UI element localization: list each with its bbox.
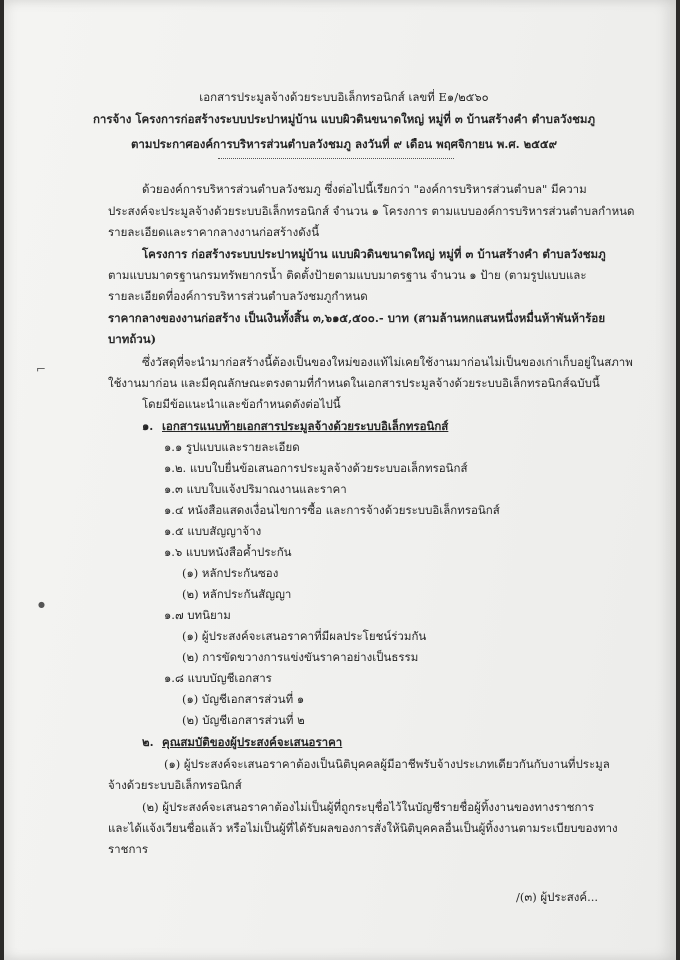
list-item: ๑.๔ หนังสือแสดงเงื่อนไขการซื้อ และการจ้างด้วยระบบอิเล็กทรอนิกส์ — [164, 503, 500, 517]
project-line-3: รายละเอียดที่องค์การบริหารส่วนตำบลวังชมภูกำหนด — [108, 289, 368, 303]
list-item: (๑) หลักประกันซอง — [182, 566, 279, 580]
list-item: ๑.๘ แบบบัญชีเอกสาร — [164, 671, 272, 685]
document-announcement: ตามประกาศองค์การบริหารส่วนตำบลวังชมภู ลงวันที่ ๙ เดือน พฤศจิกายน พ.ศ. ๒๕๕๙ — [130, 137, 558, 151]
section-2-p1-line-2: จ้างด้วยระบบอิเล็กทรอนิกส์ — [108, 778, 242, 792]
list-item: ๑.๖ แบบหนังสือค้ำประกัน — [164, 545, 292, 559]
section-1-number: ๑. — [142, 419, 154, 433]
materials-line-2: ใช้งานมาก่อน และมีคุณลักษณะตรงตามที่กำหนดในเอกสารประมูลจ้างด้วยระบบอิเล็กทรอนิกส์ฉบับนี้ — [108, 376, 600, 390]
project-line-1: โครงการ ก่อสร้างระบบประปาหมู่บ้าน แบบผิวดินขนาดใหญ่ หมู่ที่ ๓ บ้านสร้างคำ ตำบลวังชมภู — [142, 247, 606, 261]
section-2-p2-line-2: และได้แจ้งเวียนชื่อแล้ว หรือไม่เป็นผู้ที่ได้รับผลของการสั่งให้นิติบุคคลอื่นเป็นผู้ทิ้งงานตามระเบียบของทาง — [108, 821, 618, 835]
list-item: ๑.๕ แบบสัญญาจ้าง — [164, 524, 262, 538]
list-item: (๒) บัญชีเอกสารส่วนที่ ๒ — [182, 713, 305, 727]
section-1-title: เอกสารแนบท้ายเอกสารประมูลจ้างด้วยระบบอิเล็กทรอนิกส์ — [162, 419, 449, 433]
list-item: (๑) ผู้ประสงค์จะเสนอราคาที่มีผลประโยชน์ร่วมกัน — [182, 629, 427, 643]
separator-dots — [218, 157, 454, 159]
intro-line-3: รายละเอียดและราคากลางงานก่อสร้างดังนี้ — [108, 225, 320, 239]
list-item: ๑.๒. แบบใบยื่นข้อเสนอการประมูลจ้างด้วยระบบอเล็กทรอนิกส์ — [164, 461, 468, 475]
document-page — [4, 0, 676, 960]
list-item: ๑.๓ แบบใบแจ้งปริมาณงานและราคา — [164, 482, 347, 496]
list-item: (๒) หลักประกันสัญญา — [182, 587, 292, 601]
section-2-p2-line-1: (๒) ผู้ประสงค์จะเสนอราคาต้องไม่เป็นผู้ที่ถูกระบุชื่อไว้ในบัญชีรายชื่อผู้ทิ้งงานของทางราชการ — [142, 800, 595, 814]
list-item: ๑.๑ รูปแบบและรายละเอียด — [164, 440, 300, 454]
document-subject: การจ้าง โครงการก่อสร้างระบบประปาหมู่บ้าน แบบผิวดินขนาดใหญ่ หมู่ที่ ๓ บ้านสร้างคำ ตำบลวังชมภู — [92, 112, 596, 126]
section-2-p1-line-1: (๑) ผู้ประสงค์จะเสนอราคาต้องเป็นนิติบุคคลผู้มีอาชีพรับจ้างประเภทเดียวกันกับงานที่ประมูล — [164, 757, 610, 771]
project-line-2: ตามแบบมาตรฐานกรมทรัพยากรน้ำ ติดตั้งป้ายตามแบบมาตรฐาน จำนวน ๑ ป้าย (ตามรูปแบบและ — [108, 268, 587, 282]
section-2-title: คุณสมบัติของผู้ประสงค์จะเสนอราคา — [162, 735, 343, 749]
margin-dot: ● — [38, 600, 45, 609]
section-2-p2-line-3: ราชการ — [108, 842, 149, 856]
document-title: เอกสารประมูลจ้างด้วยระบบอิเล็กทรอนิกส์ เลขที่ E๑/๒๕๖๐ — [199, 90, 489, 104]
price-line-1: ราคากลางของงานก่อสร้าง เป็นเงินทั้งสิ้น ๓,๖๑๕,๕๐๐.- บาท (สามล้านหกแสนหนึ่งหมื่นห้าพันห้าร้อย — [108, 311, 606, 325]
section-2-number: ๒. — [142, 735, 154, 749]
intro-line-2: ประสงค์จะประมูลจ้างด้วยระบบอิเล็กทรอนิกส์ จำนวน ๑ โครงการ ตามแบบองค์การบริหารส่วนตำบลกำหนด — [108, 204, 635, 218]
list-item: (๒) การขัดขวางการแข่งขันราคาอย่างเป็นธรรม — [182, 650, 419, 664]
intro-line-1: ด้วยองค์การบริหารส่วนตำบลวังชมภู ซึ่งต่อไปนี้เรียกว่า "องค์การบริหารส่วนตำบล" มีความ — [142, 182, 587, 196]
price-line-2: บาทถ้วน) — [108, 332, 157, 346]
page-continuation: /(๓) ผู้ประสงค์... — [516, 890, 599, 904]
list-item: (๑) บัญชีเอกสารส่วนที่ ๑ — [182, 692, 305, 706]
margin-mark: ⌐ — [36, 362, 47, 376]
materials-line-3: โดยมีข้อแนะนำและข้อกำหนดดังต่อไปนี้ — [142, 397, 341, 411]
list-item: ๑.๗ บทนิยาม — [164, 608, 231, 622]
materials-line-1: ซึ่งวัสดุที่จะนำมาก่อสร้างนี้ต้องเป็นของใหม่ของแท้ไม่เคยใช้งานมาก่อนไม่เป็นของเก่าเก็บอยู่ในสภาพ — [142, 355, 633, 369]
